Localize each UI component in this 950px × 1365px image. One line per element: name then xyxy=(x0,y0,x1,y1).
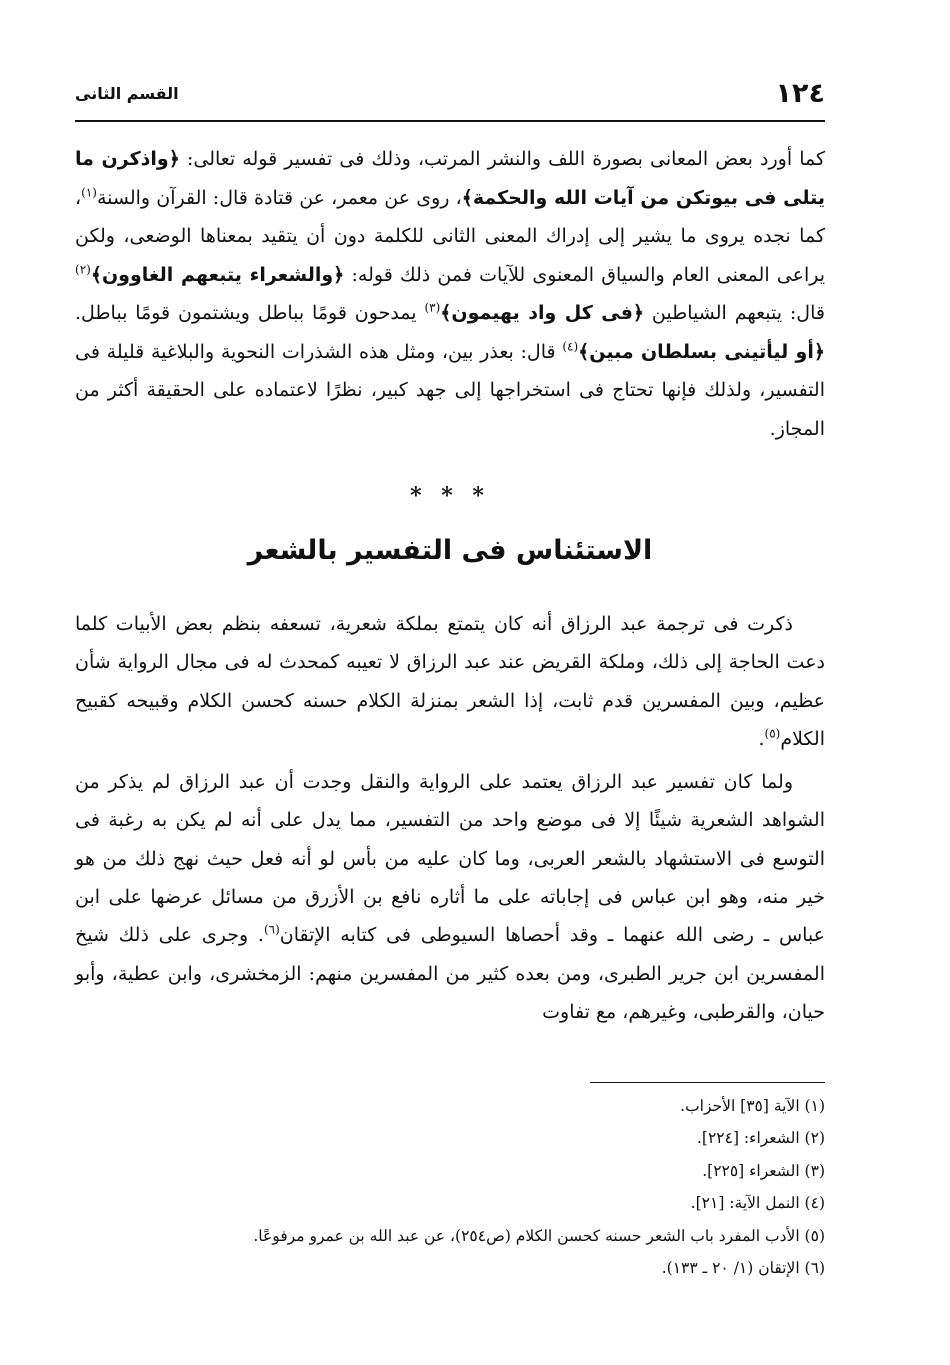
footnote-ref: (٦) xyxy=(263,923,280,938)
footnote-ref: (١) xyxy=(81,185,97,200)
footnote: (٢) الشعراء: [٢٢٤]. xyxy=(696,1129,825,1148)
footnote: (٥) الأدب المفرد باب الشعر حسنه كحسن الكلام (ص٢٥٤)، عن عبد الله بن عمرو مرفوعًا. xyxy=(253,1226,825,1245)
quran-verse: ﴿فى كل واد يهيمون﴾ xyxy=(440,302,645,324)
footnote-ref: (٤) xyxy=(562,339,579,354)
footnote: (٣) الشعراء [٢٢٥]. xyxy=(702,1161,825,1180)
section-name: القسم الثانى xyxy=(75,84,179,103)
paragraph-text: ولما كان تفسير عبد الرزاق يعتمد على الرواية والنقل وجدت أن عبد الرزاق لم يذكر من الشواهد الشعرية شيئًا إلا فى موضع واحد من التفسير، مما يدل على أنه لم يكن به رغبة فى التوسع فى الاستشهاد بالشعر العربى، وما كان عليه من بأس لو أنه فعل حيث نهج ذلك من هو خير منه، وهو ابن عباس فى إجاباته على ما أثاره نافع بن الأزرق من مسائل عرضها على ابن عباس ـ رضى الله عنهما ـ وقد أحصاها السيوطى فى كتابه الإتقان xyxy=(75,771,825,947)
footnotes xyxy=(75,1090,825,1284)
paragraph-text: ذكرت فى ترجمة عبد الرزاق أنه كان يتمتع بملكة شعرية، تسعفه بنظم بعض الأبيات كلما دعت الحاجة إلى ذلك، وملكة القريض عند عبد الرزاق لا تعيبه كمحدث له فى مجال الرواية شأن عظيم، وبين المفسرين قدم ثابت، إذا الشعر بمنزلة الكلام حسنه كحسن الكلام وقبيحه كقبيح الكلام xyxy=(75,613,825,750)
intro-text: ، كما نجده يروى ما يشير إلى إدراك المعنى الثانى للكلمة دون أن يتقيد بمعناها الوضعى، ولكن يراعى المعنى العام والسياق المعنوى للآيات فمن ذلك قوله: xyxy=(75,186,825,286)
running-header xyxy=(75,78,825,118)
section-body xyxy=(75,605,825,1031)
book-page xyxy=(75,60,825,1300)
intro-paragraph xyxy=(75,140,825,448)
intro-text: قال: يتبعهم الشياطين xyxy=(644,302,825,324)
quran-verse: ﴿أو ليأتينى بسلطان مبين﴾ xyxy=(578,340,825,363)
footnote-ref: (٣) xyxy=(424,300,441,315)
intro-text: قال: بعذر بين، ومثل هذه الشذرات النحوية والبلاغية قليلة فى التفسير، ولذلك فإنها تحتاج فى استخراجها إلى جهد كبير، نظرًا لاعتماده على الحقيقة أكثر من المجاز. xyxy=(75,340,825,440)
footnote-ref: (٥) xyxy=(764,726,781,741)
quran-verse: ﴿واذكرن ما يتلى فى بيوتكن من آيات الله والحكمة﴾ xyxy=(75,148,825,209)
intro-text: كما أورد بعض المعانى بصورة اللف والنشر المرتب، وذلك فى تفسير قوله تعالى: xyxy=(186,148,826,170)
footnote: (١) الآية [٣٥] الأحزاب. xyxy=(680,1097,825,1115)
footnote-rule xyxy=(590,1082,825,1083)
quran-verse: ﴿والشعراء يتبعهم الغاوون﴾ xyxy=(90,263,345,286)
footnote: (٤) النمل الآية: [٢١]. xyxy=(690,1194,825,1213)
intro-text: ، روى عن معمر، عن قتادة قال: القرآن والسنة xyxy=(96,186,462,209)
section-separator: * * * xyxy=(410,483,490,509)
footnote: (٦) الإتقان (١/ ٢٠ ـ ١٣٣). xyxy=(661,1259,825,1278)
intro-text: يمدحون قومًا بباطل ويشتمون قومًا بباطل. xyxy=(75,302,425,324)
paragraph-text: . وجرى على ذلك شيخ المفسرين ابن جرير الطبرى، ومن بعده كثير من المفسرين منهم: الزمخشرى، وابن عطية، وأبو حيان، والقرطبى، وغيرهم، مع تفاوت xyxy=(75,924,825,1023)
paragraph-text: . xyxy=(758,727,765,750)
paragraph xyxy=(75,763,825,1031)
section-title: الاستئناس فى التفسير بالشعر xyxy=(247,535,653,566)
page-number: ١٢٤ xyxy=(775,78,825,109)
paragraph xyxy=(75,605,825,758)
header-rule xyxy=(75,120,825,122)
footnote-ref: (٢) xyxy=(75,262,91,277)
